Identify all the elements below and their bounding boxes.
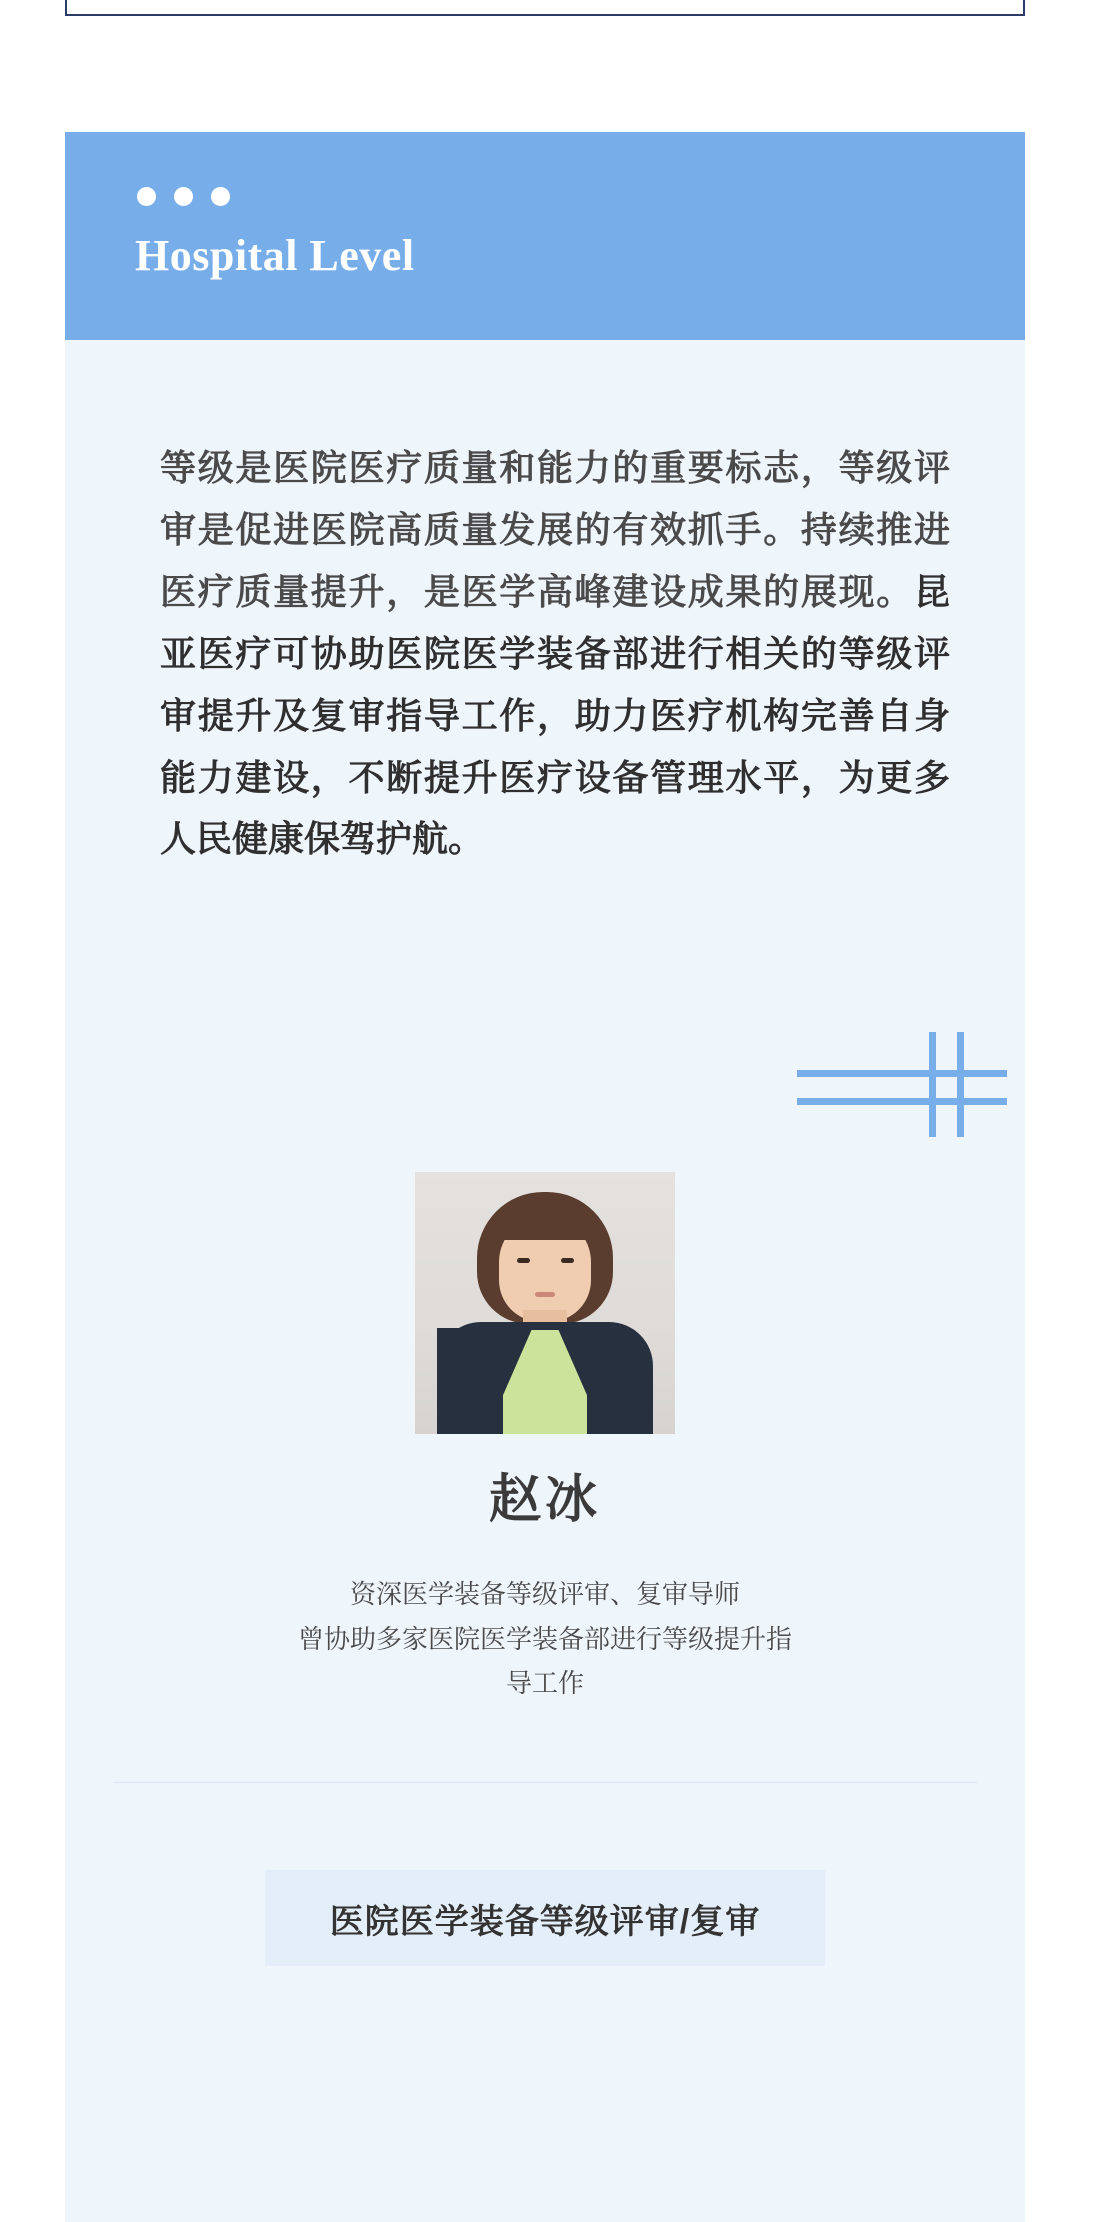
dot-icon [174,187,193,206]
service-item-label: 医院医学装备等级评审/复审 [329,1902,761,1941]
body-paragraph [160,437,950,870]
person-portrait-photo [415,1172,675,1434]
card-header [65,132,1025,340]
window-dots [137,187,230,206]
grid-decoration-icon [797,1032,1007,1137]
body-paragraph-emphasis: 昆亚医疗可协助医院医学装备部进行相关的等级评审提升及复审指导工作，助力医疗机构完善自身能力建设，不断提升医疗设备管理水平，为更多人民健康保驾护航。 [160,570,950,860]
person-description-line: 曾协助多家医院医学装备部进行等级提升指 [297,1623,792,1654]
section-divider [113,1782,977,1783]
service-item-banner[interactable] [265,1870,825,1966]
dot-icon [211,187,230,206]
dot-icon [137,187,156,206]
person-description [225,1572,865,1706]
top-partial-frame [65,0,1025,16]
hospital-level-card [65,132,1025,2222]
body-paragraph-lead: 等级是医院医疗质量和能力的重要标志，等级评审是促进医院高质量发展的有效抓手。持续推进医疗质量提升，是医学高峰建设成果的展现。 [160,447,950,612]
person-description-line: 资深医学装备等级评审、复审导师 [349,1579,740,1609]
person-description-line: 导工作 [505,1668,584,1699]
person-name: 赵冰 [488,1471,601,1529]
page-title: Hospital Level [135,231,415,280]
